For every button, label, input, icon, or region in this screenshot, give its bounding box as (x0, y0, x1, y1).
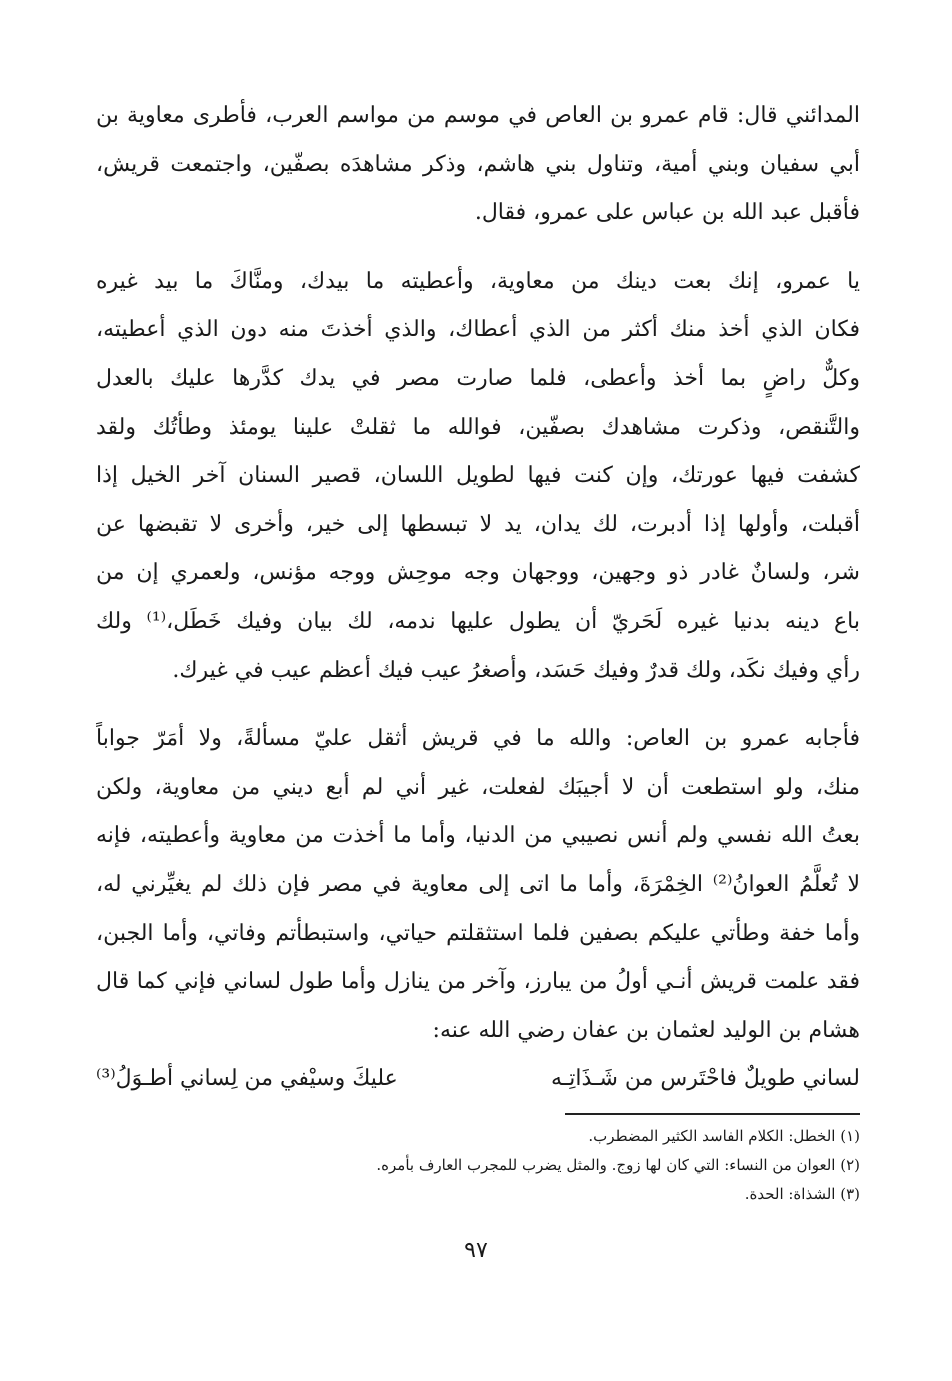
verse-second-hemistich: عليكَ وسيْفي من لِساني أطـوَلُ⁽³⁾ (96, 1066, 398, 1092)
text-line: بعتُ الله نفسي ولم أنس نصيبي من الدنيا، وأما ما أخذت من معاوية وأعطيته، فإنه (96, 823, 860, 849)
paragraph-1 (96, 92, 860, 238)
paragraph-gap (96, 238, 860, 258)
paragraph-2 (96, 258, 860, 695)
text-line: وأما خفة وطأتي عليكم بصفين فلما استثقلتم حياتي، واستبطأتم وفاتي، وأما الجبن، (96, 920, 860, 946)
text-line: فأقبل عبد الله بن عباس على عمرو، فقال. (474, 200, 860, 226)
text-line: باع دينه بدنيا غيره لَحَريّ أن يطول عليها ندمه، لك بيان وفيك خَطَل،⁽¹⁾ ولك (96, 608, 860, 634)
footnotes (96, 1122, 860, 1209)
text-line: أبي سفيان وبني أمية، وتناول بني هاشم، وذكر مشاهدَه بصفّين، واجتمعت قريش، (96, 151, 860, 177)
text-line: والتَّنقص، وذكرت مشاهدك بصفّين، فوالله ما ثقلتْ علينا يومئذ وطأتُك ولقد (96, 414, 860, 440)
text-line: المدائني قال: قام عمرو بن العاص في موسم من مواسم العرب، فأطرى معاوية بن (96, 103, 860, 128)
text-line: أقبلت، وأولها إذا أدبرت، لك يدان، يد لا تبسطها إلى خير، وأخرى لا تقبضها عن (96, 511, 860, 537)
text-line: وكلٌّ راضٍ بما أخذ وأعطى، فلما صارت مصر في يدك كدَّرها عليك بالعدل (96, 365, 860, 391)
text-line: رأي وفيك نكَد، ولك قدرٌ وفيك حَسَد، وأصغرُ عيب فيك أعظم عيب في غيرك. (172, 657, 860, 683)
verse (96, 1055, 860, 1104)
text-line: يا عمرو، إنك بعت دينك من معاوية، وأعطيته ما بيدك، ومنَّاكَ ما بيد غيره (96, 268, 860, 294)
footnote-separator (565, 1113, 860, 1115)
footnote: (٣) الشذاة: الحدة. (744, 1185, 860, 1203)
footnote: (٢) العوان من النساء: التي كان لها زوج. والمثل يضرب للمجرب العارف بأمره. (376, 1156, 860, 1174)
text-line: فأجابه عمرو بن العاص: والله ما في قريش أثقل عليّ مسألةً، ولا أمَرّ جواباً (96, 726, 860, 752)
footnote: (١) الخطل: الكلام الفاسد الكثير المضطرب. (588, 1127, 860, 1145)
main-text (96, 92, 860, 1104)
text-line: منك، ولو استطعت أن لا أجيبَك لفعلت، غير أني لم أبع ديني من معاوية، ولكن (96, 774, 860, 800)
verse-first-hemistich: لساني طويلٌ فاحْتَرس من شَـذَاتِـه (550, 1066, 860, 1092)
paragraph-gap (96, 695, 860, 715)
text-line: لا تُعلَّمُ العوانُ⁽²⁾ الخِمْرَةَ، وأما ما اتى إلى معاوية في مصر فإن ذلك لم يغيِّرني له، (96, 871, 860, 897)
paragraph-3 (96, 715, 860, 1055)
text-line: فقد علمت قريش أنـي أولُ من يبارز، وآخر من ينازل وأما طول لساني فإني كما قال (96, 969, 860, 995)
text-line: هشام بن الوليد لعثمان بن عفان رضي الله عنه: (432, 1017, 860, 1043)
text-line: فكان الذي أخذ منك أكثر من الذي أعطاك، والذي أخذتَ منه دون الذي أعطيته، (96, 317, 860, 343)
page-number: ٩٧ (464, 1238, 488, 1263)
text-line: كشفت فيها عورتك، وإن كنت فيها لطويل اللسان، قصير السنان آخر الخيل إذا (96, 463, 860, 489)
text-line: شر، ولسانٌ غادر ذو وجهين، ووجهان وجه موحِش ووجه مؤنس، ولعمري إن من (96, 560, 860, 586)
